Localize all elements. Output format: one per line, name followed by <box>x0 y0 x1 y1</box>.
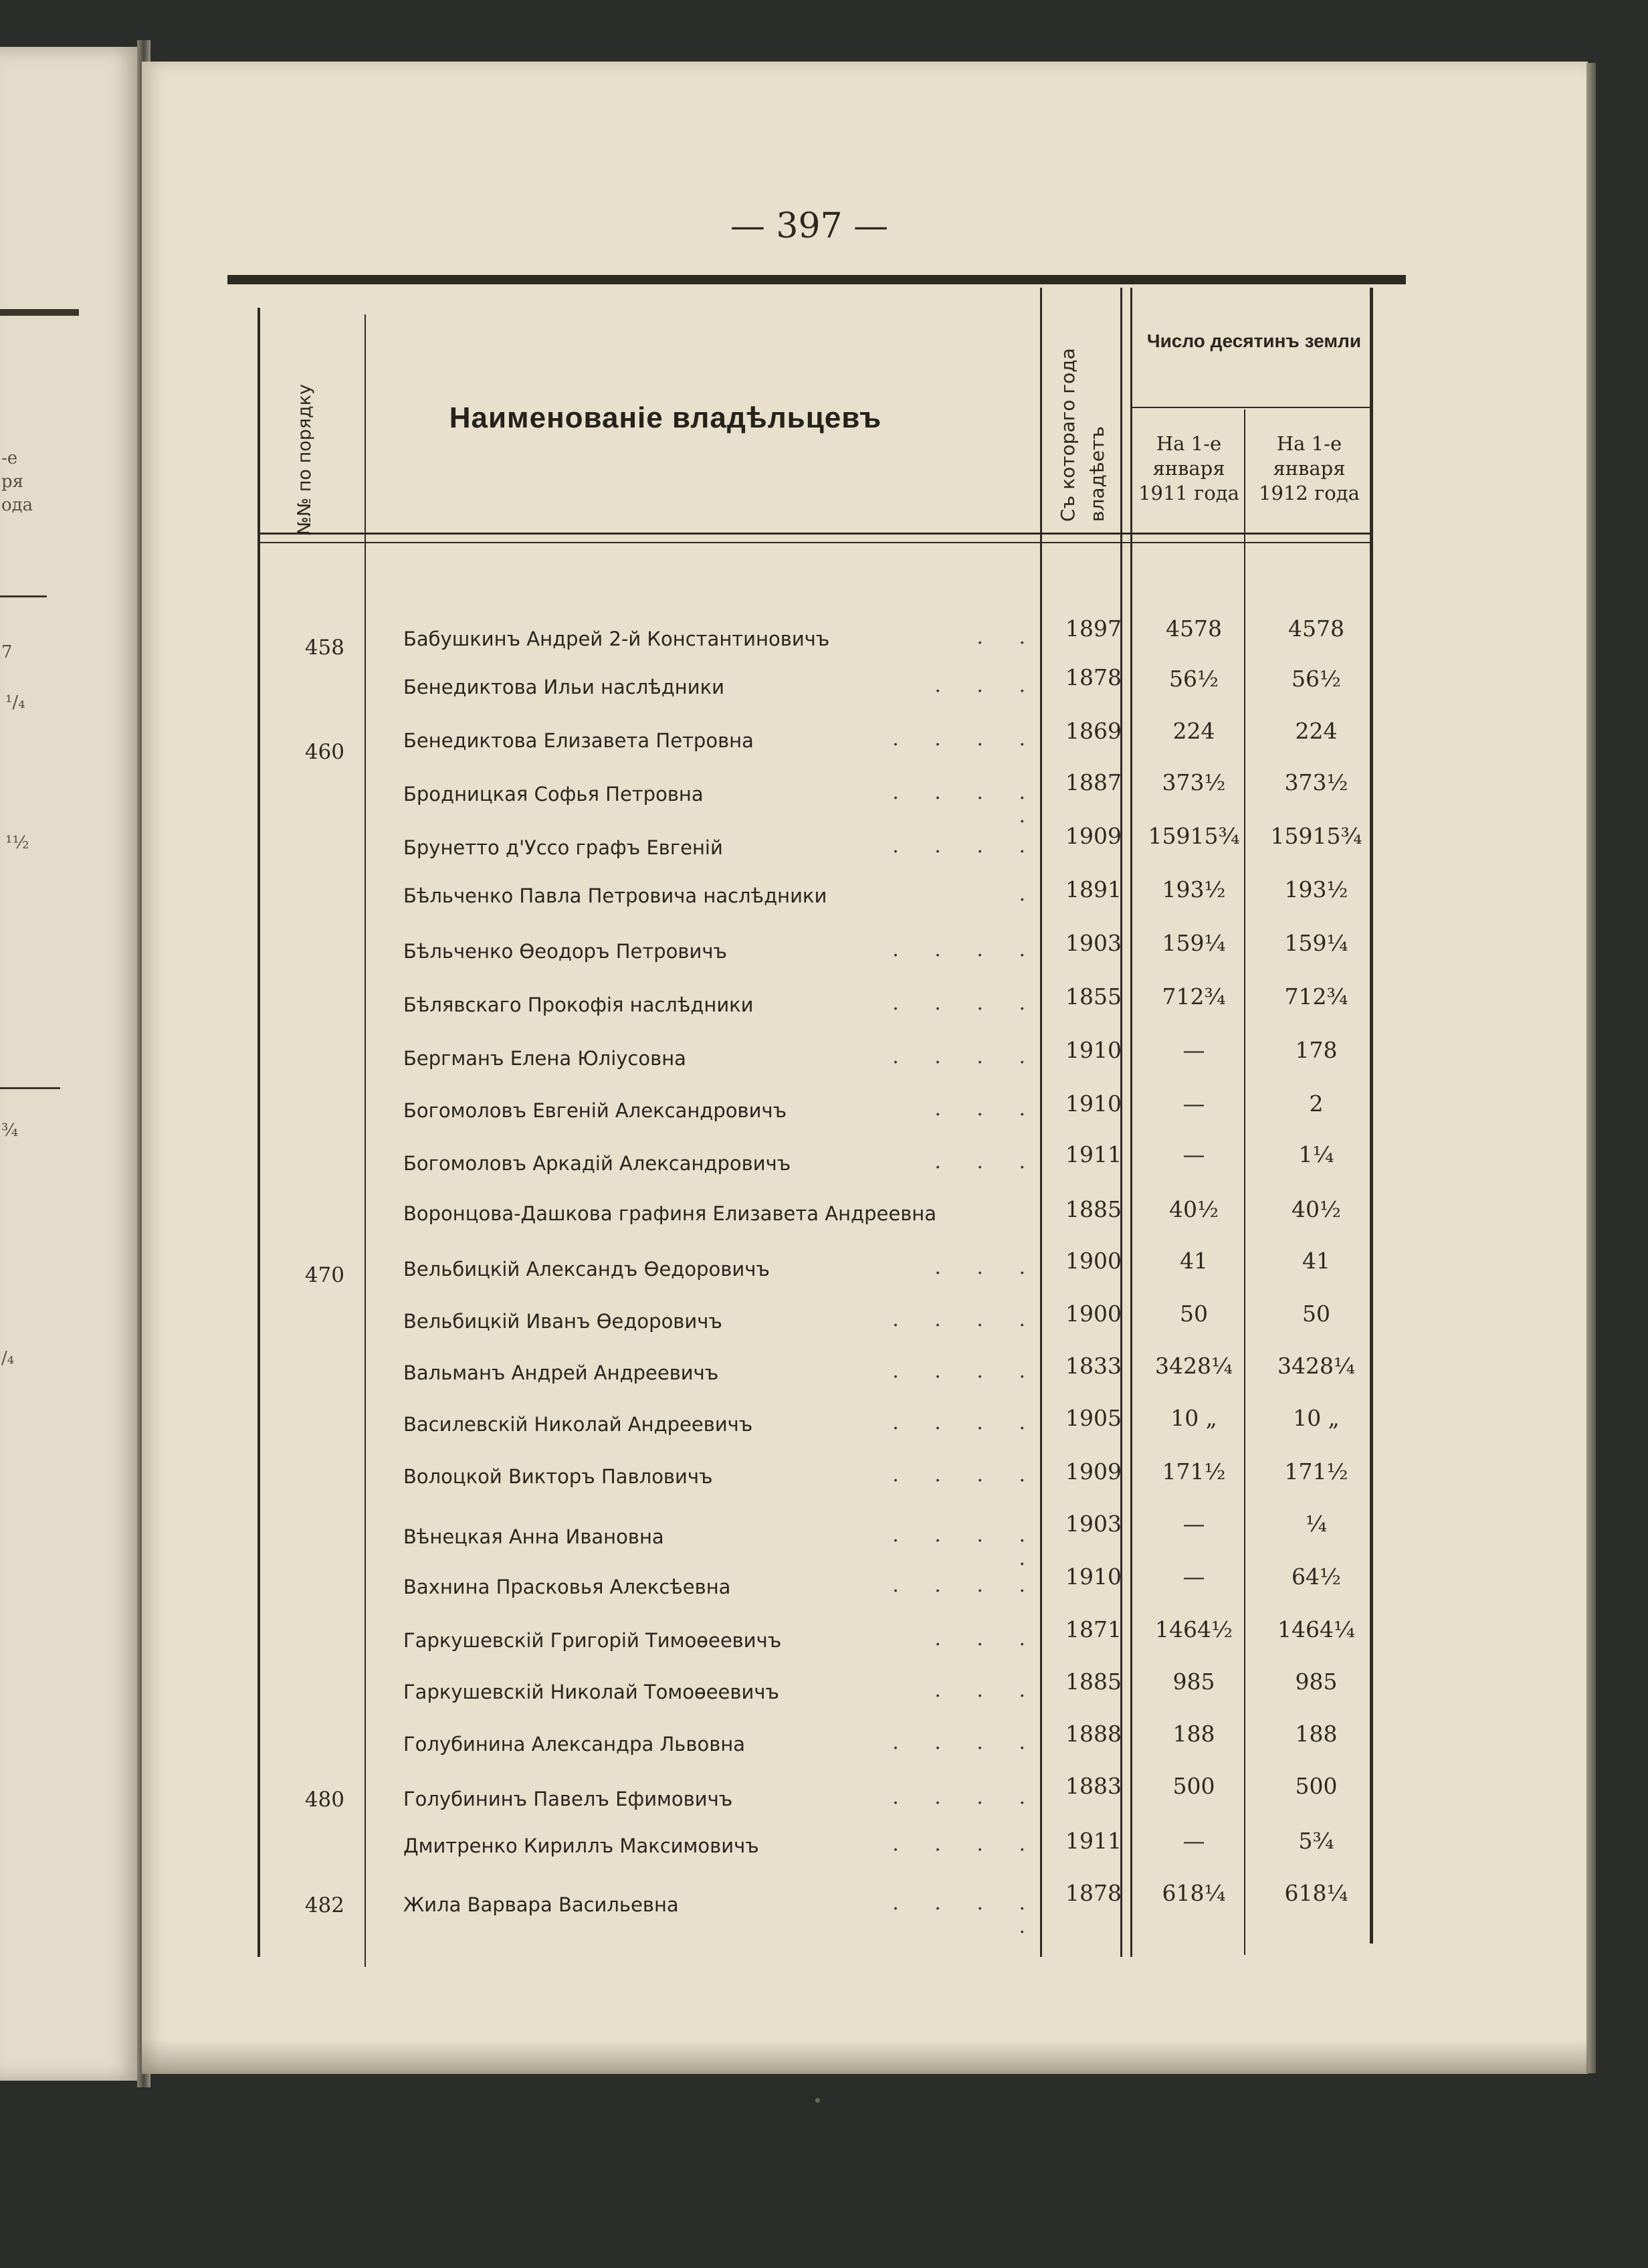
land-1912-value: 40½ <box>1292 1196 1341 1222</box>
land-1912-value: 56½ <box>1292 666 1341 692</box>
land-1911-value: — <box>1182 1828 1205 1854</box>
land-1912-value: 188 <box>1295 1721 1338 1747</box>
land-1912-value: 712¾ <box>1284 983 1348 1010</box>
land-1912-value: 15915¾ <box>1270 823 1362 849</box>
row-number: 458 <box>304 636 344 660</box>
owner-name: Голубинина Александра Львовна <box>403 1733 746 1756</box>
land-1912-value: 4578 <box>1288 616 1344 642</box>
land-1911-value: — <box>1182 1511 1205 1537</box>
table-left-border <box>258 308 260 1957</box>
leader-dots: . . . <box>934 1097 1040 1121</box>
land-1911-value: 40½ <box>1169 1196 1219 1222</box>
leader-dots: . . . . <box>892 834 1040 858</box>
land-1912-value: 3428¼ <box>1277 1353 1355 1379</box>
land-1911-value: 224 <box>1172 718 1215 744</box>
year-value: 1910 <box>1065 1091 1122 1117</box>
year-value: 1909 <box>1065 823 1122 849</box>
year-value: 1911 <box>1065 1828 1122 1854</box>
land-1912-value: 178 <box>1295 1037 1338 1063</box>
leader-dots: . . . <box>934 1256 1040 1279</box>
year-value: 1900 <box>1065 1248 1122 1274</box>
year-value: 1885 <box>1065 1669 1122 1695</box>
land-1911-value: 56½ <box>1169 666 1219 692</box>
page-speck <box>815 2098 820 2103</box>
leader-dots: . . . . <box>892 1832 1040 1856</box>
land-1911-value: 171½ <box>1162 1458 1226 1485</box>
owner-name: Василевскій Николай Андреевичъ <box>403 1413 753 1436</box>
header-bottom-rule-2 <box>258 542 1371 543</box>
owner-name: Бергманъ Елена Юліусовна <box>403 1047 686 1070</box>
left-page-fragment: 7 <box>1 642 13 662</box>
year-value: 1878 <box>1065 1880 1122 1906</box>
year-value: 1885 <box>1065 1196 1122 1222</box>
owner-name: Гаркушевскій Николай Томоѳеевичъ <box>403 1681 779 1703</box>
land-1912-value: 1464¼ <box>1277 1616 1355 1642</box>
col-divider-name <box>1040 288 1042 1957</box>
land-1912-value: 373½ <box>1284 769 1348 795</box>
land-1911-value: 41 <box>1180 1248 1208 1274</box>
leader-dots: . . . . <box>892 1359 1040 1383</box>
leader-dots: . . . . <box>892 1731 1040 1754</box>
col-divider-num <box>365 314 366 1967</box>
year-value: 1883 <box>1065 1773 1122 1799</box>
left-page-fragment: ода <box>1 495 33 515</box>
owner-name: Жила Варвара Васильевна <box>403 1893 679 1916</box>
land-1911-value: 985 <box>1172 1669 1215 1695</box>
land-1911-value: 10 „ <box>1170 1405 1217 1431</box>
year-value: 1905 <box>1065 1405 1122 1431</box>
header-land-1911: На 1-е января 1911 года <box>1138 432 1239 504</box>
land-1912-value: 171½ <box>1284 1458 1348 1485</box>
land-1911-value: 712¾ <box>1162 983 1226 1010</box>
owner-name: Вельбицкій Иванъ Ѳедоровичъ <box>403 1310 722 1333</box>
owner-name: Вѣнецкая Анна Ивановна <box>403 1525 664 1548</box>
left-page-rule <box>0 309 79 316</box>
leader-dots: . . . . <box>892 1463 1040 1487</box>
owner-name: Вальманъ Андрей Андреевичъ <box>403 1361 719 1384</box>
left-page-fragment: /₄ <box>1 1348 15 1368</box>
land-1912-value: 10 „ <box>1293 1405 1340 1431</box>
year-value: 1855 <box>1065 983 1122 1010</box>
leader-dots: . . <box>976 626 1040 649</box>
leader-dots: . . . . . <box>892 1523 1040 1570</box>
land-1912-value: 1¼ <box>1298 1141 1334 1167</box>
year-value: 1911 <box>1065 1141 1122 1167</box>
left-page-fragment: ря <box>1 472 24 492</box>
year-value: 1910 <box>1065 1564 1122 1590</box>
leader-dots: . . . . <box>892 1308 1040 1331</box>
header-num: №№ по порядку <box>294 383 315 535</box>
owner-name: Бенедиктова Елизавета Петровна <box>403 729 754 752</box>
owner-name: Бродницкая Софья Петровна <box>403 783 704 806</box>
table-top-rule <box>227 275 1406 284</box>
land-1911-value: 4578 <box>1166 616 1222 642</box>
year-value: 1900 <box>1065 1301 1122 1327</box>
leader-dots: . . . . <box>892 727 1040 751</box>
leader-dots: . . . . <box>892 991 1040 1015</box>
land-1912-value: 64½ <box>1292 1564 1341 1590</box>
year-value: 1903 <box>1065 1511 1122 1537</box>
owner-name: Бенедиктова Ильи наслѣдники <box>403 676 724 698</box>
header-year: Съ котораго года владѣетъ <box>1057 348 1108 522</box>
owner-name: Бѣльченко Павла Петровича наслѣдники <box>403 884 827 907</box>
land-1911-value: 188 <box>1172 1721 1215 1747</box>
land-1911-value: — <box>1182 1564 1205 1590</box>
page-number: — 397 — <box>730 206 889 246</box>
owner-name: Волоцкой Викторъ Павловичъ <box>403 1465 713 1488</box>
owner-name: Гаркушевскій Григорій Тимоѳеевичъ <box>403 1629 782 1652</box>
year-value: 1871 <box>1065 1616 1122 1642</box>
left-page <box>0 47 144 2081</box>
year-value: 1878 <box>1065 664 1122 690</box>
owner-name: Дмитренко Кириллъ Максимовичъ <box>403 1834 759 1857</box>
leader-dots: . . . . <box>892 1786 1040 1809</box>
leader-dots: . . . <box>934 674 1040 697</box>
land-1912-value: 500 <box>1295 1773 1338 1799</box>
left-page-rule <box>0 595 47 597</box>
land-1911-value: — <box>1182 1091 1205 1117</box>
year-value: 1903 <box>1065 930 1122 956</box>
row-number: 460 <box>304 740 344 764</box>
land-1912-value: 5¾ <box>1298 1828 1334 1854</box>
header-land-1912: На 1-е января 1912 года <box>1259 432 1360 504</box>
land-1911-value: — <box>1182 1141 1205 1167</box>
left-page-fragment: -е <box>1 448 18 468</box>
leader-dots: . . . <box>934 1627 1040 1650</box>
year-value: 1869 <box>1065 718 1122 744</box>
leader-dots: . . . . . <box>892 781 1040 828</box>
land-1911-value: 159¼ <box>1162 930 1226 956</box>
year-value: 1909 <box>1065 1458 1122 1485</box>
leader-dots: . . . . <box>892 1411 1040 1434</box>
land-1912-value: 159¼ <box>1284 930 1348 956</box>
owner-name: Голубининъ Павелъ Ефимовичъ <box>403 1788 733 1810</box>
year-value: 1888 <box>1065 1721 1122 1747</box>
leader-dots: . . . . . <box>892 1891 1040 1938</box>
left-page-fragment: ¾ <box>1 1121 19 1141</box>
owner-name: Воронцова-Дашкова графиня Елизавета Андреевна <box>403 1202 937 1225</box>
leader-dots: . <box>1019 882 1040 906</box>
leader-dots: . . . . <box>892 938 1040 961</box>
owner-name: Бабушкинъ Андрей 2-й Константиновичъ <box>403 628 830 650</box>
leader-dots: . . . <box>934 1679 1040 1702</box>
land-group-rule <box>1130 407 1371 408</box>
year-value: 1891 <box>1065 876 1122 903</box>
page-bottom-shadow <box>142 2039 1588 2074</box>
left-page-fragment: ¹½ <box>5 833 29 853</box>
header-name: Наименованіе владѣльцевъ <box>449 401 882 434</box>
land-1912-value: 985 <box>1295 1669 1338 1695</box>
land-1911-value: 193½ <box>1162 876 1226 903</box>
land-1912-value: 618¼ <box>1284 1880 1348 1906</box>
owner-name: Бѣльченко Ѳеодоръ Петровичъ <box>403 940 727 963</box>
land-1911-value: 15915¾ <box>1148 823 1240 849</box>
left-page-fragment: ¹/₄ <box>5 692 25 713</box>
row-number: 470 <box>304 1263 344 1287</box>
owner-name: Вельбицкій Александъ Ѳедоровичъ <box>403 1258 770 1281</box>
header-bottom-rule <box>258 533 1371 535</box>
land-1912-value: 41 <box>1302 1248 1330 1274</box>
owner-name: Брунетто д'Уссо графъ Евгеній <box>403 836 723 859</box>
owner-name: Бѣлявскаго Прокофія наслѣдники <box>403 994 754 1016</box>
col-divider-year-right <box>1130 288 1132 1957</box>
land-1911-value: 50 <box>1180 1301 1208 1327</box>
land-1912-value: 193½ <box>1284 876 1348 903</box>
leader-dots: . . . <box>934 1150 1040 1173</box>
owner-name: Богомоловъ Евгеній Александровичъ <box>403 1099 787 1122</box>
row-number: 480 <box>304 1788 344 1812</box>
left-page-rule <box>0 1087 60 1089</box>
land-1911-value: — <box>1182 1037 1205 1063</box>
land-1911-value: 3428¼ <box>1155 1353 1233 1379</box>
header-land-group: Число десятинъ земли <box>1146 330 1362 351</box>
leader-dots: . . . . <box>892 1045 1040 1068</box>
land-1912-value: ¼ <box>1306 1511 1327 1537</box>
row-number: 482 <box>304 1893 344 1917</box>
land-1912-value: 50 <box>1302 1301 1330 1327</box>
year-value: 1910 <box>1065 1037 1122 1063</box>
leader-dots: . . . . <box>892 1574 1040 1597</box>
col-divider-year-left <box>1120 288 1122 1957</box>
land-1912-value: 2 <box>1309 1091 1324 1117</box>
land-1911-value: 1464½ <box>1155 1616 1233 1642</box>
land-1911-value: 618¼ <box>1162 1880 1226 1906</box>
land-1911-value: 500 <box>1172 1773 1215 1799</box>
owner-name: Богомоловъ Аркадій Александровичъ <box>403 1152 791 1175</box>
year-value: 1833 <box>1065 1353 1122 1379</box>
land-1911-value: 373½ <box>1162 769 1226 795</box>
year-value: 1897 <box>1065 616 1122 642</box>
land-1912-value: 224 <box>1295 718 1338 744</box>
page-edge <box>1586 63 1596 2073</box>
owner-name: Вахнина Прасковья Алексѣевна <box>403 1576 731 1598</box>
year-value: 1887 <box>1065 769 1122 795</box>
